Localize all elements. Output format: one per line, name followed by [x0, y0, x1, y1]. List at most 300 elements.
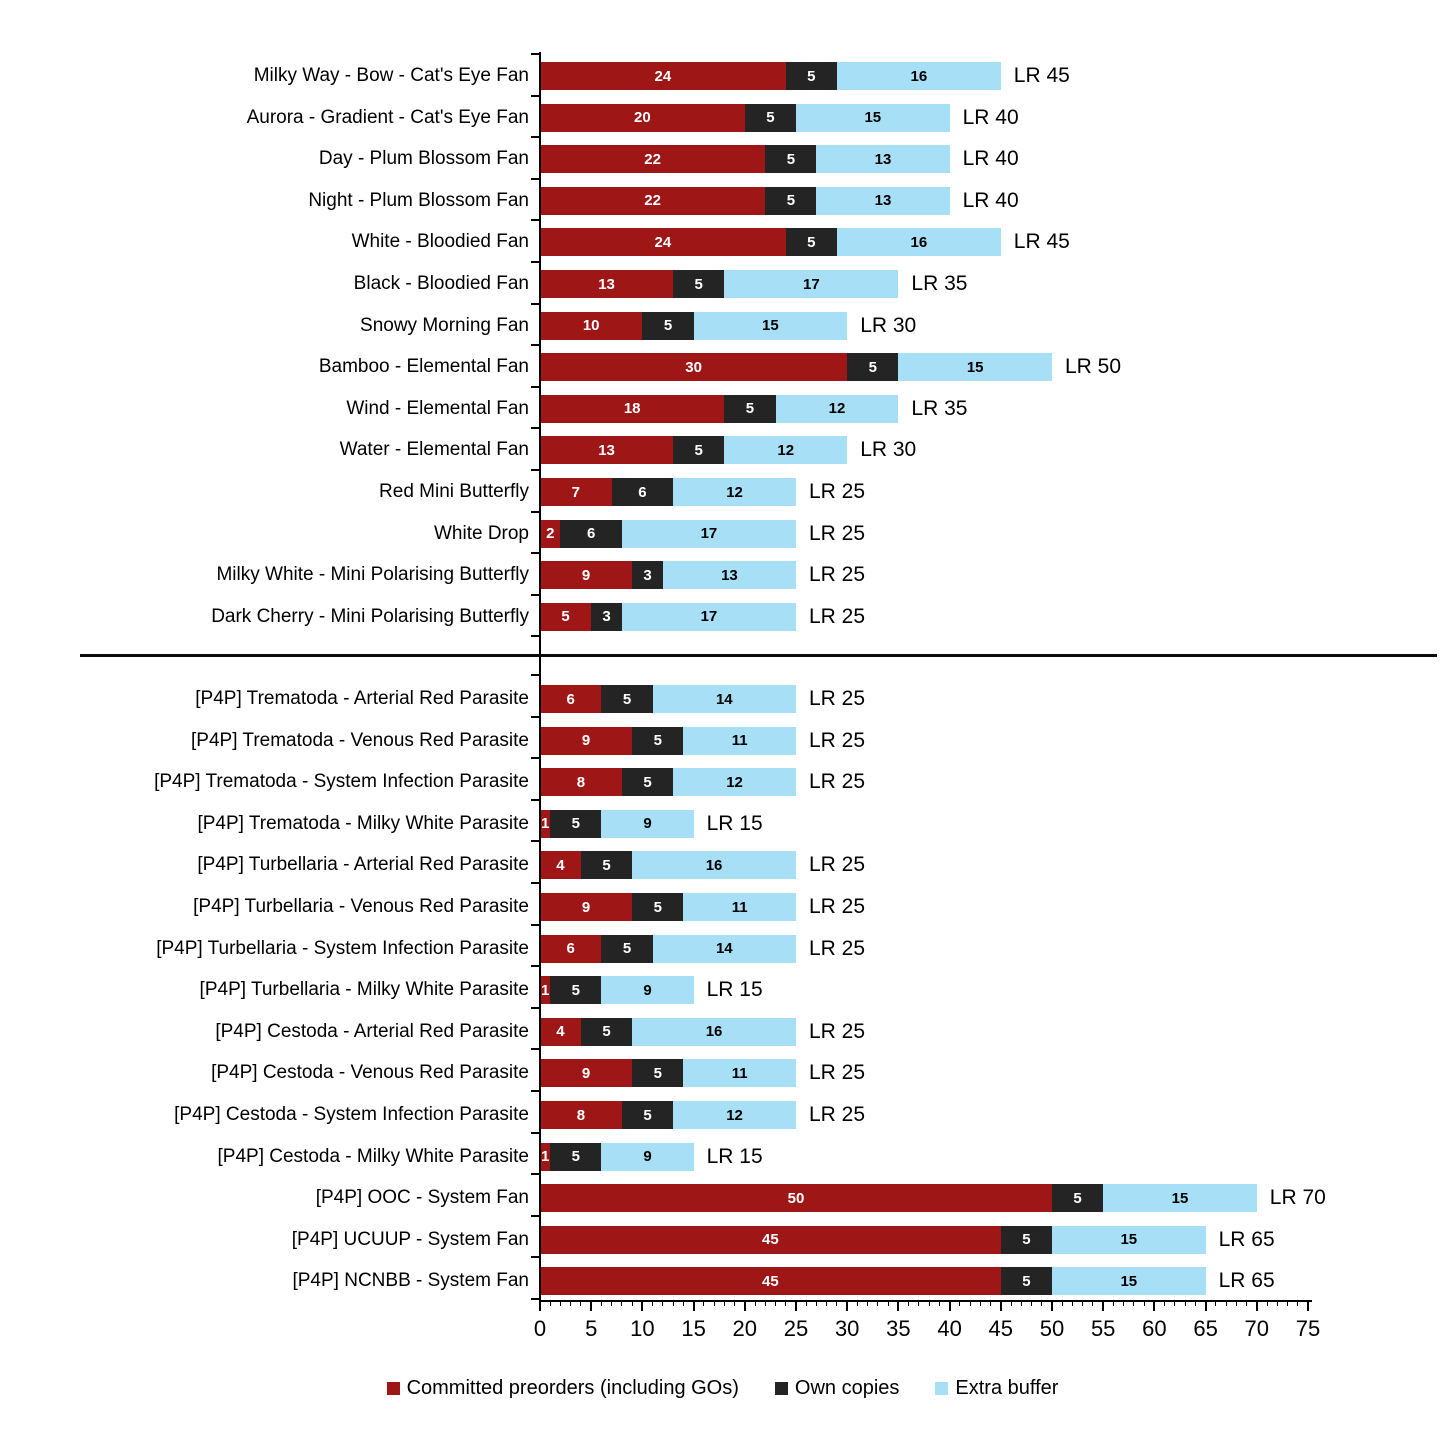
- bar-segment-own-copies: [560, 520, 621, 548]
- x-axis-minor-tick: [775, 1300, 776, 1306]
- category-tick: [531, 1215, 540, 1217]
- lr-total-label: LR 25: [809, 480, 866, 503]
- lr-total-label: LR 65: [1218, 1227, 1275, 1251]
- legend-item-own-copies: [775, 1377, 900, 1400]
- x-axis-minor-tick: [990, 1300, 991, 1306]
- segment-value-label: 13: [721, 566, 738, 584]
- x-axis-minor-tick: [826, 1300, 827, 1306]
- x-axis-minor-tick: [621, 1300, 622, 1306]
- x-axis-minor-tick: [662, 1300, 663, 1306]
- bar-segment-committed: [540, 478, 612, 506]
- bar-segment-committed: [540, 228, 786, 256]
- bar-segment-committed: [540, 1267, 1001, 1295]
- category-label: [P4P] Turbellaria - System Infection Parasite: [156, 937, 529, 959]
- bar-segment-extra-buffer: [653, 685, 796, 713]
- category-label: Day - Plum Blossom Fan: [318, 148, 529, 170]
- lr-total-label: LR 35: [911, 272, 968, 295]
- bar-segment-own-copies: [612, 478, 673, 506]
- x-axis-major-tick: [744, 1300, 746, 1311]
- segment-value-label: 8: [576, 1106, 586, 1124]
- category-tick: [531, 882, 540, 884]
- category-tick: [531, 511, 540, 513]
- segment-value-label: 50: [787, 1189, 805, 1207]
- bar-segment-extra-buffer: [1103, 1184, 1257, 1212]
- lr-total-label: LR 25: [809, 604, 866, 628]
- segment-value-label: 1: [540, 1148, 550, 1166]
- legend: [0, 1372, 1445, 1404]
- segment-value-label: 15: [1120, 1231, 1138, 1249]
- segment-value-label: 13: [874, 150, 892, 168]
- bar-segment-own-copies: [642, 312, 693, 340]
- x-axis-minor-tick: [1031, 1300, 1032, 1306]
- bar-segment-extra-buffer: [724, 270, 898, 298]
- category-tick: [531, 594, 540, 596]
- segment-value-label: 3: [602, 608, 611, 626]
- category-label: [P4P] Turbellaria - Venous Red Parasite: [193, 896, 529, 917]
- segment-value-label: 6: [638, 483, 647, 501]
- lr-total-label: LR 25: [809, 1103, 866, 1126]
- category-label: [P4P] UCUUP - System Fan: [291, 1228, 529, 1250]
- segment-value-label: 2: [546, 525, 555, 543]
- bar-segment-committed: [540, 561, 632, 589]
- category-label: Aurora - Gradient - Cat's Eye Fan: [246, 106, 529, 128]
- segment-value-label: 9: [643, 981, 652, 999]
- x-axis-tick-label: 0: [533, 1316, 547, 1341]
- bar-segment-extra-buffer: [683, 727, 796, 755]
- segment-value-label: 45: [762, 1272, 779, 1290]
- x-axis-minor-tick: [1092, 1300, 1093, 1306]
- category-label: Wind - Elemental Fan: [346, 397, 529, 419]
- category-tick: [531, 1132, 540, 1134]
- x-axis-minor-tick: [580, 1300, 581, 1306]
- category-tick: [531, 303, 540, 305]
- segment-value-label: 5: [571, 815, 580, 833]
- category-tick: [531, 469, 540, 471]
- segment-value-label: 6: [566, 940, 575, 958]
- category-label: [P4P] Turbellaria - Milky White Parasite: [199, 979, 529, 1001]
- segment-value-label: 9: [643, 815, 652, 833]
- bar-segment-own-copies: [1001, 1267, 1052, 1295]
- lr-total-label: LR 25: [809, 936, 866, 960]
- bar-segment-committed: [540, 395, 724, 423]
- segment-value-label: 5: [807, 233, 816, 251]
- legend-swatch-extra-buffer: [935, 1382, 948, 1395]
- segment-value-label: 5: [745, 400, 755, 418]
- x-axis-tick-label: 40: [937, 1316, 962, 1341]
- segment-value-label: 1: [540, 981, 550, 999]
- segment-value-label: 9: [581, 566, 591, 584]
- segment-value-label: 9: [643, 1148, 652, 1166]
- x-axis-minor-tick: [1041, 1300, 1042, 1306]
- lr-total-label: LR 25: [809, 895, 866, 918]
- x-axis-tick-label: 5: [585, 1316, 598, 1341]
- category-tick: [531, 344, 540, 346]
- x-axis-minor-tick: [1277, 1300, 1278, 1306]
- segment-value-label: 1: [540, 815, 550, 833]
- segment-value-label: 15: [1120, 1272, 1138, 1290]
- category-tick: [531, 386, 540, 388]
- category-label: [P4P] Trematoda - Milky White Parasite: [197, 812, 529, 834]
- segment-value-label: 5: [1073, 1189, 1082, 1207]
- x-axis-minor-tick: [888, 1300, 889, 1306]
- bar-segment-own-copies: [550, 976, 601, 1004]
- bar-segment-committed: [540, 685, 601, 713]
- lr-total-label: LR 40: [962, 147, 1019, 171]
- x-axis-tick-label: 10: [630, 1316, 655, 1341]
- bar-segment-committed: [540, 768, 622, 796]
- category-tick: [531, 840, 540, 842]
- segment-value-label: 17: [803, 275, 820, 293]
- segment-value-label: 3: [643, 566, 652, 584]
- x-axis-minor-tick: [1133, 1300, 1134, 1306]
- lr-total-label: LR 25: [809, 563, 866, 587]
- x-axis-minor-tick: [1215, 1300, 1216, 1306]
- category-tick: [531, 136, 540, 138]
- bar-segment-committed: [540, 1018, 581, 1046]
- x-axis-minor-tick: [734, 1300, 735, 1306]
- lr-total-label: LR 70: [1269, 1186, 1326, 1210]
- x-axis-minor-tick: [959, 1300, 960, 1306]
- category-label: [P4P] Cestoda - Milky White Parasite: [217, 1145, 529, 1167]
- bar-segment-extra-buffer: [816, 145, 949, 173]
- bar-segment-extra-buffer: [663, 561, 796, 589]
- bar-segment-extra-buffer: [683, 893, 796, 921]
- category-label: [P4P] Cestoda - System Infection Parasite: [174, 1104, 529, 1125]
- lr-total-label: LR 40: [962, 105, 1019, 129]
- x-axis-minor-tick: [806, 1300, 807, 1306]
- bar-segment-extra-buffer: [673, 1101, 796, 1129]
- x-axis-minor-tick: [1021, 1300, 1022, 1306]
- segment-value-label: 5: [622, 690, 632, 708]
- x-axis-minor-tick: [816, 1300, 817, 1306]
- lr-total-label: LR 15: [706, 978, 763, 1002]
- segment-value-label: 5: [694, 441, 703, 459]
- x-axis-minor-tick: [1267, 1300, 1268, 1306]
- x-axis-tick-label: 55: [1090, 1316, 1116, 1341]
- segment-value-label: 24: [654, 67, 672, 85]
- bar-segment-extra-buffer: [816, 187, 949, 215]
- bar-segment-committed: [540, 851, 581, 879]
- lr-total-label: LR 25: [809, 853, 866, 877]
- x-axis-minor-tick: [1123, 1300, 1124, 1306]
- category-label: [P4P] Cestoda - Arterial Red Parasite: [215, 1020, 529, 1042]
- category-label: Dark Cherry - Mini Polarising Butterfly: [211, 605, 529, 627]
- segment-value-label: 5: [786, 192, 796, 210]
- x-axis-minor-tick: [980, 1300, 981, 1306]
- category-label: [P4P] Trematoda - System Infection Parasite: [154, 771, 529, 793]
- category-tick: [531, 1298, 540, 1300]
- x-axis-major-tick: [1307, 1300, 1309, 1311]
- category-axis-line: [539, 52, 541, 1302]
- category-label: Red Mini Butterfly: [379, 481, 529, 502]
- x-axis-line: [539, 1300, 1312, 1302]
- group-separator-line: [80, 654, 1437, 657]
- lr-total-label: LR 65: [1218, 1269, 1275, 1293]
- category-tick: [531, 178, 540, 180]
- bar-segment-extra-buffer: [632, 851, 796, 879]
- category-label: Bamboo - Elemental Fan: [318, 356, 529, 378]
- x-axis-minor-tick: [1011, 1300, 1012, 1306]
- category-label: Black - Bloodied Fan: [353, 273, 529, 294]
- bar-segment-own-copies: [622, 1101, 673, 1129]
- x-axis-major-tick: [1153, 1300, 1155, 1311]
- x-axis-minor-tick: [570, 1300, 571, 1306]
- segment-value-label: 5: [1022, 1272, 1031, 1290]
- category-tick: [531, 965, 540, 967]
- bar-segment-own-copies: [847, 353, 898, 381]
- segment-value-label: 5: [868, 358, 877, 376]
- bar-segment-committed: [540, 935, 601, 963]
- x-axis-major-tick: [1256, 1300, 1258, 1311]
- bar-segment-committed: [540, 436, 673, 464]
- category-label: Water - Elemental Fan: [339, 439, 529, 461]
- lr-total-label: LR 25: [809, 728, 866, 752]
- category-tick: [531, 716, 540, 718]
- bar-segment-own-copies: [745, 104, 796, 132]
- x-axis-minor-tick: [857, 1300, 858, 1306]
- segment-value-label: 8: [576, 773, 586, 791]
- bar-segment-own-copies: [622, 768, 673, 796]
- x-axis-minor-tick: [632, 1300, 633, 1306]
- category-tick: [531, 757, 540, 759]
- x-axis-minor-tick: [1297, 1300, 1298, 1306]
- bar-segment-own-copies: [581, 851, 632, 879]
- x-axis-minor-tick: [765, 1300, 766, 1306]
- bar-segment-committed: [540, 145, 765, 173]
- bar-segment-committed: [540, 976, 550, 1004]
- x-axis-minor-tick: [611, 1300, 612, 1306]
- x-axis-major-tick: [897, 1300, 899, 1311]
- lr-total-label: LR 45: [1013, 230, 1070, 254]
- category-tick: [531, 261, 540, 263]
- segment-value-label: 16: [910, 67, 928, 85]
- segment-value-label: 20: [634, 109, 651, 127]
- segment-value-label: 5: [694, 275, 703, 293]
- segment-value-label: 5: [653, 1064, 662, 1082]
- bar-segment-committed: [540, 1101, 622, 1129]
- x-axis-minor-tick: [601, 1300, 602, 1306]
- segment-value-label: 22: [644, 192, 661, 210]
- segment-value-label: 14: [715, 690, 733, 708]
- segment-value-label: 9: [581, 898, 591, 916]
- segment-value-label: 11: [731, 898, 748, 916]
- segment-value-label: 17: [700, 525, 718, 543]
- segment-value-label: 10: [582, 317, 600, 335]
- lr-total-label: LR 25: [809, 687, 866, 710]
- category-label: Milky Way - Bow - Cat's Eye Fan: [253, 65, 529, 86]
- bar-segment-committed: [540, 1184, 1052, 1212]
- segment-value-label: 11: [731, 732, 748, 750]
- bar-segment-committed: [540, 520, 560, 548]
- bar-segment-committed: [540, 270, 673, 298]
- x-axis-major-tick: [846, 1300, 848, 1311]
- bar-segment-extra-buffer: [694, 312, 848, 340]
- segment-value-label: 5: [786, 150, 796, 168]
- bar-segment-extra-buffer: [1052, 1267, 1206, 1295]
- segment-value-label: 9: [581, 1064, 591, 1082]
- bar-segment-own-copies: [1052, 1184, 1103, 1212]
- x-axis-minor-tick: [1164, 1300, 1165, 1306]
- segment-value-label: 16: [910, 233, 928, 251]
- segment-value-label: 5: [602, 1023, 611, 1041]
- segment-value-label: 16: [705, 1023, 723, 1041]
- x-axis-minor-tick: [683, 1300, 684, 1306]
- x-axis-minor-tick: [755, 1300, 756, 1306]
- segment-value-label: 6: [566, 690, 575, 708]
- x-axis-tick-label: 50: [1039, 1316, 1065, 1341]
- bar-segment-own-copies: [1001, 1226, 1052, 1254]
- category-tick: [531, 924, 540, 926]
- bar-segment-own-copies: [786, 228, 837, 256]
- x-axis-minor-tick: [724, 1300, 725, 1306]
- segment-value-label: 15: [966, 358, 984, 376]
- x-axis-major-tick: [1000, 1300, 1002, 1311]
- x-axis-minor-tick: [1195, 1300, 1196, 1306]
- bar-segment-extra-buffer: [632, 1018, 796, 1046]
- bar-segment-extra-buffer: [683, 1059, 796, 1087]
- x-axis-major-tick: [1102, 1300, 1104, 1311]
- segment-value-label: 5: [561, 608, 570, 626]
- bar-segment-own-copies: [632, 893, 683, 921]
- segment-value-label: 12: [726, 483, 743, 501]
- bar-segment-own-copies: [673, 436, 724, 464]
- segment-value-label: 45: [762, 1231, 779, 1249]
- category-tick: [531, 635, 540, 637]
- lr-total-label: LR 30: [860, 438, 917, 462]
- x-axis-minor-tick: [908, 1300, 909, 1306]
- bar-segment-own-copies: [765, 145, 816, 173]
- lr-total-label: LR 40: [962, 188, 1019, 212]
- lr-total-label: LR 25: [809, 1061, 866, 1085]
- bar-segment-committed: [540, 893, 632, 921]
- bar-segment-own-copies: [724, 395, 775, 423]
- x-axis-minor-tick: [1185, 1300, 1186, 1306]
- segment-value-label: 5: [622, 940, 632, 958]
- segment-value-label: 30: [685, 358, 702, 376]
- legend-item-committed: [387, 1377, 739, 1400]
- category-label: Snowy Morning Fan: [360, 314, 529, 336]
- bar-segment-committed: [540, 1143, 550, 1171]
- x-axis-tick-label: 25: [783, 1316, 809, 1341]
- segment-value-label: 12: [777, 441, 795, 459]
- lr-total-label: LR 35: [911, 396, 968, 420]
- lr-total-label: LR 15: [706, 1144, 763, 1168]
- legend-item-extra-buffer: [935, 1377, 1058, 1400]
- bar-segment-own-copies: [601, 685, 652, 713]
- x-axis-tick-label: 60: [1142, 1316, 1167, 1341]
- x-axis-minor-tick: [703, 1300, 704, 1306]
- segment-value-label: 5: [643, 773, 652, 791]
- bar-segment-own-copies: [786, 62, 837, 90]
- bar-segment-extra-buffer: [622, 603, 796, 631]
- lr-total-label: LR 15: [706, 811, 763, 835]
- segment-value-label: 22: [644, 150, 661, 168]
- segment-value-label: 5: [643, 1106, 652, 1124]
- x-axis-minor-tick: [1082, 1300, 1083, 1306]
- x-axis-minor-tick: [652, 1300, 653, 1306]
- segment-value-label: 5: [766, 109, 775, 127]
- bar-segment-own-copies: [765, 187, 816, 215]
- lr-total-label: LR 25: [809, 770, 866, 794]
- x-axis-minor-tick: [1236, 1300, 1237, 1306]
- segment-value-label: 17: [700, 608, 718, 626]
- x-axis-minor-tick: [1144, 1300, 1145, 1306]
- segment-value-label: 12: [726, 773, 743, 791]
- segment-value-label: 5: [653, 732, 662, 750]
- category-tick: [531, 219, 540, 221]
- category-tick: [531, 95, 540, 97]
- category-label: [P4P] Turbellaria - Arterial Red Parasite: [197, 854, 529, 876]
- bar-segment-own-copies: [550, 1143, 601, 1171]
- lr-total-label: LR 25: [809, 1019, 866, 1043]
- bar-segment-own-copies: [632, 561, 663, 589]
- bar-segment-committed: [540, 810, 550, 838]
- category-tick: [531, 1256, 540, 1258]
- x-axis-major-tick: [1205, 1300, 1207, 1311]
- x-axis-minor-tick: [877, 1300, 878, 1306]
- x-axis-minor-tick: [1113, 1300, 1114, 1306]
- legend-label-extra-buffer: Extra buffer: [955, 1376, 1059, 1399]
- bar-segment-extra-buffer: [653, 935, 796, 963]
- category-label: [P4P] Trematoda - Venous Red Parasite: [191, 729, 529, 751]
- category-tick: [531, 1048, 540, 1050]
- bar-segment-extra-buffer: [724, 436, 847, 464]
- x-axis-tick-label: 35: [886, 1316, 911, 1341]
- category-label: Night - Plum Blossom Fan: [308, 189, 529, 211]
- x-axis-minor-tick: [560, 1300, 561, 1306]
- legend-label-committed: Committed preorders (including GOs): [406, 1376, 739, 1399]
- segment-value-label: 12: [828, 400, 846, 418]
- bar-segment-extra-buffer: [601, 976, 693, 1004]
- category-tick: [531, 53, 540, 55]
- segment-value-label: 13: [874, 192, 892, 210]
- lr-total-label: LR 45: [1013, 64, 1070, 87]
- segment-value-label: 4: [556, 1023, 565, 1041]
- x-axis-minor-tick: [918, 1300, 919, 1306]
- bar-segment-committed: [540, 187, 765, 215]
- x-axis-minor-tick: [1062, 1300, 1063, 1306]
- x-axis-major-tick: [949, 1300, 951, 1311]
- bar-segment-extra-buffer: [601, 1143, 693, 1171]
- segment-value-label: 12: [726, 1106, 743, 1124]
- lr-total-label: LR 50: [1065, 355, 1122, 379]
- bar-segment-own-copies: [632, 1059, 683, 1087]
- x-axis-major-tick: [590, 1300, 592, 1311]
- bar-segment-extra-buffer: [837, 62, 1001, 90]
- segment-value-label: 14: [715, 940, 733, 958]
- x-axis-minor-tick: [1072, 1300, 1073, 1306]
- x-axis-minor-tick: [1246, 1300, 1247, 1306]
- segment-value-label: 9: [581, 732, 591, 750]
- category-tick: [531, 1090, 540, 1092]
- category-tick: [531, 427, 540, 429]
- x-axis-minor-tick: [1287, 1300, 1288, 1306]
- bar-segment-committed: [540, 603, 591, 631]
- segment-value-label: 13: [598, 275, 615, 293]
- bar-segment-own-copies: [581, 1018, 632, 1046]
- legend-swatch-own-copies: [775, 1382, 788, 1395]
- bar-segment-committed: [540, 353, 847, 381]
- x-axis-major-tick: [1051, 1300, 1053, 1311]
- x-axis-tick-label: 30: [834, 1316, 860, 1341]
- segment-value-label: 18: [623, 400, 641, 418]
- category-label: White - Bloodied Fan: [351, 231, 529, 253]
- x-axis-minor-tick: [970, 1300, 971, 1306]
- bar-segment-extra-buffer: [622, 520, 796, 548]
- category-tick: [531, 552, 540, 554]
- bar-segment-own-copies: [601, 935, 652, 963]
- category-tick: [531, 1173, 540, 1175]
